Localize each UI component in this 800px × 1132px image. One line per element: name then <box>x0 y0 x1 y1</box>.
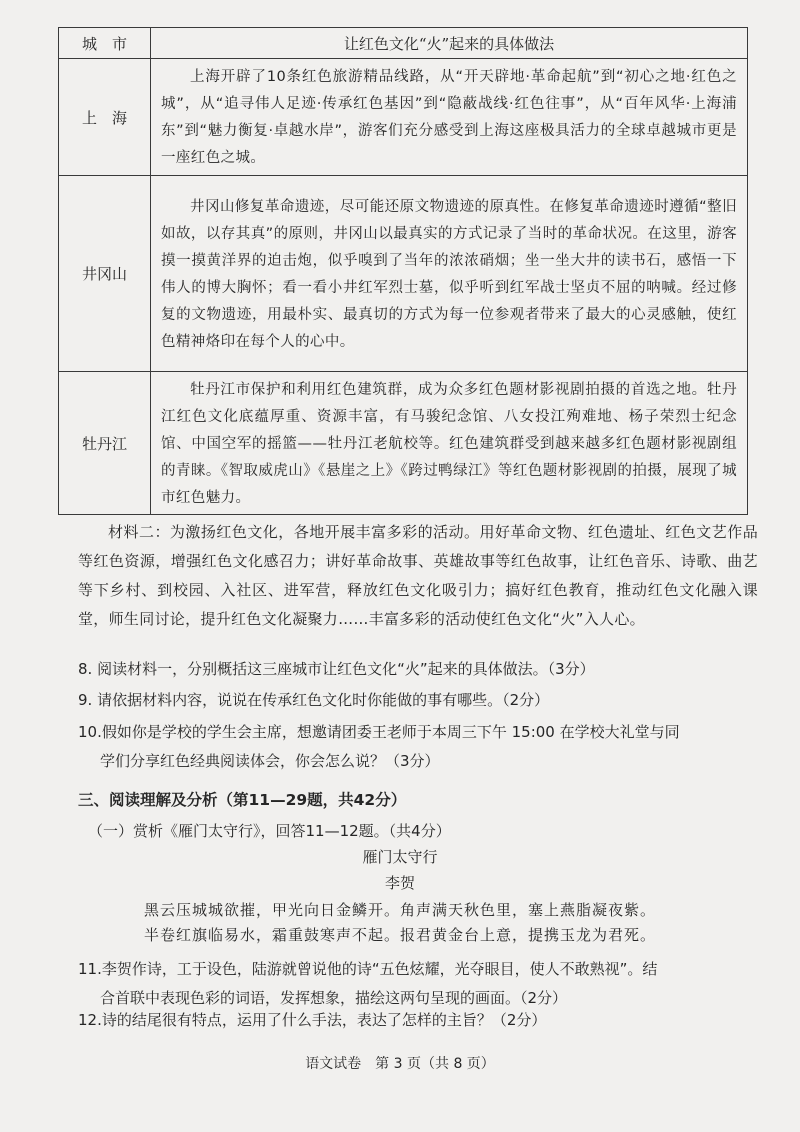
method-cell <box>151 372 748 515</box>
method-text: 牡丹江市保护和利用红色建筑群，成为众多红色题材影视剧拍摄的首选之地。牡丹江红色文化底蕴厚重、资源丰富，有马骏纪念馆、八女投江殉难地、杨子荣烈士纪念馆、中国空军的摇篮——牡丹江老航校等。红色建筑群受到越来越多红色题材影视剧组的青睐。《智取威虎山》《悬崖之上》《跨过鸭绿江》等红色题材影视剧的拍摄，展现了城市红色魅力。 <box>161 381 737 506</box>
question-9: 9. 请依据材料内容，说说在传承红色文化时你能做的事有哪些。（2分） <box>78 691 550 709</box>
question-11-line2: 合首联中表现色彩的词语，发挥想象，描绘这两句呈现的画面。（2分） <box>100 989 568 1007</box>
method-text: 井冈山修复革命遗迹，尽可能还原文物遗迹的原真性。在修复革命遗迹时遵循“整旧如故，以存其真”的原则，井冈山以最真实的方式记录了当时的革命状况。在这里，游客摸一摸黄洋界的迫击炮，似乎嗅到了当年的浓浓硝烟；坐一坐大井的读书石，感悟一下伟人的博大胸怀；看一看小井红军烈士墓，似乎听到红军战士坚贞不屈的呐喊。经过修复的文物遗迹，用最朴实、最真切的方式为每一位参观者带来了最大的心灵感触，使红色精神烙印在每个人的心中。 <box>161 198 737 350</box>
header-city: 城 市 <box>59 28 151 59</box>
question-12: 12.诗的结尾很有特点，运用了什么手法，表达了怎样的主旨？（2分） <box>78 1011 547 1029</box>
question-10-line2: 学们分享红色经典阅读体会，你会怎么说？（3分） <box>100 752 440 770</box>
cities-table <box>58 27 748 515</box>
table-header-row <box>59 28 748 59</box>
subsection-heading: （一）赏析《雁门太守行》，回答11—12题。（共4分） <box>88 822 451 840</box>
material-two-text: 材料二：为激扬红色文化，各地开展丰富多彩的活动。用好革命文物、红色遗址、红色文艺作品等红色资源，增强红色文化感召力；讲好革命故事、英雄故事等红色故事，让红色音乐、诗歌、曲艺等下乡村、到校园、入社区、进军营，释放红色文化吸引力；搞好红色教育，推动红色文化融入课堂，师生同讨论，提升红色文化凝聚力……丰富多彩的活动使红色文化“火”入人心。 <box>78 523 758 628</box>
table-row <box>59 59 748 176</box>
header-method: 让红色文化“火”起来的具体做法 <box>151 28 748 59</box>
poem-line: 半卷红旗临易水，霜重鼓寒声不起。报君黄金台上意，提携玉龙为君死。 <box>143 926 656 944</box>
poem-author: 李贺 <box>384 874 415 892</box>
city-cell: 上 海 <box>59 59 151 176</box>
poem-title: 雁门太守行 <box>362 848 438 866</box>
city-cell: 井冈山 <box>59 176 151 372</box>
question-10-line1: 10.假如你是学校的学生会主席，想邀请团委王老师于本周三下午 15:00 在学校大礼堂与同 <box>78 723 680 741</box>
section-heading: 三、阅读理解及分析（第11—29题，共42分） <box>78 791 407 809</box>
method-text: 上海开辟了10条红色旅游精品线路，从“开天辟地·革命起航”到“初心之地·红色之城”，从“追寻伟人足迹·传承红色基因”到“隐蔽战线·红色往事”，从“百年风华·上海浦东”到“魅力衡复·卓越水岸”，游客们充分感受到上海这座极具活力的全球卓越城市更是一座红色之城。 <box>161 69 737 166</box>
method-cell <box>151 59 748 176</box>
table-row <box>59 372 748 515</box>
page-footer: 语文试卷 第 3 页（共 8 页） <box>305 1056 495 1072</box>
city-cell: 牡丹江 <box>59 372 151 515</box>
question-11 <box>78 955 758 1013</box>
material-two <box>78 518 758 634</box>
question-10 <box>78 718 758 776</box>
question-8: 8. 阅读材料一，分别概括这三座城市让红色文化“火”起来的具体做法。（3分） <box>78 660 595 678</box>
poem-line: 黑云压城城欲摧，甲光向日金鳞开。角声满天秋色里，塞上燕脂凝夜紫。 <box>143 901 656 919</box>
table-row <box>59 176 748 372</box>
question-11-line1: 11.李贺作诗，工于设色，陆游就曾说他的诗“五色炫耀，光夺眼目，使人不敢熟视”。结 <box>78 960 658 978</box>
method-cell <box>151 176 748 372</box>
